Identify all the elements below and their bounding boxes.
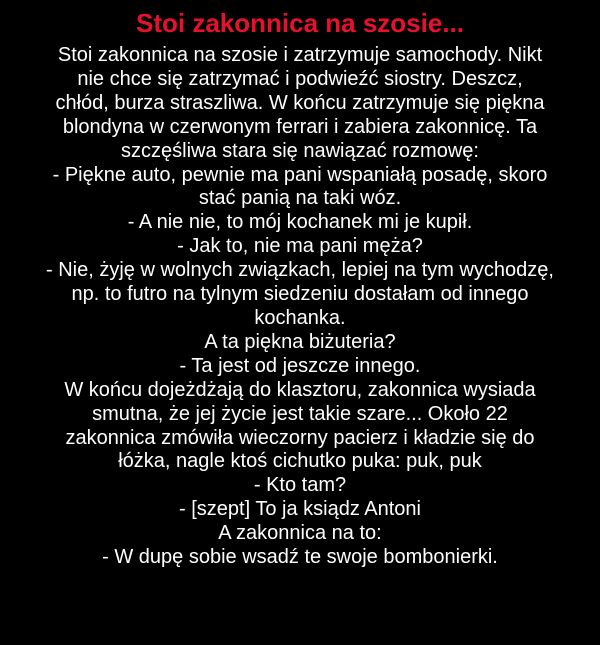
joke-line: chłód, burza straszliwa. W końcu zatrzymuje się piękna — [55, 91, 545, 114]
joke-line: kochanka. — [254, 306, 346, 329]
joke-title: Stoi zakonnica na szosie... — [136, 8, 464, 38]
joke-line: nie chce się zatrzymać i podwieźć siostry. Deszcz, — [77, 67, 523, 90]
joke-line: - A nie nie, to mój kochanek mi je kupił. — [127, 211, 473, 234]
joke-line: blondyna w czerwonym ferrari i zabiera zakonnicę. Ta — [62, 115, 538, 138]
joke-line: - W dupę sobie wsadź te swoje bombonierki. — [102, 546, 498, 569]
joke-line: Stoi zakonnica na szosie i zatrzymuje samochody. Nikt — [57, 44, 543, 66]
joke-line: smutna, że jej życie jest takie szare... Około 22 — [92, 402, 508, 425]
joke-line: - Kto tam? — [253, 474, 347, 497]
joke-body — [0, 44, 600, 570]
joke-line: szczęśliwa stara się nawiązać rozmowę: — [121, 139, 479, 162]
joke-line: zakonnica zmówiła wieczorny pacierz i kładzie się do — [65, 426, 535, 449]
joke-line: A zakonnica na to: — [218, 522, 382, 545]
joke-line: np. to futro na tylnym siedzeniu dostałam od innego — [71, 283, 529, 306]
joke-line: stać panią na taki wóz. — [198, 187, 402, 210]
joke-line: łóżka, nagle ktoś cichutko puka: puk, puk — [118, 450, 482, 473]
joke-line: - Jak to, nie ma pani męża? — [177, 235, 423, 258]
joke-line: - Piękne auto, pewnie ma pani wspaniałą posadę, skoro — [52, 163, 548, 186]
joke-line: - [szept] To ja ksiądz Antoni — [179, 498, 421, 521]
joke-line: - Ta jest od jeszcze innego. — [179, 354, 421, 377]
joke-line: W końcu dojeżdżają do klasztoru, zakonnica wysiada — [64, 378, 536, 401]
joke-line: A ta piękna biżuteria? — [204, 330, 396, 353]
joke-line: - Nie, żyję w wolnych związkach, lepiej na tym wychodzę, — [46, 259, 554, 282]
